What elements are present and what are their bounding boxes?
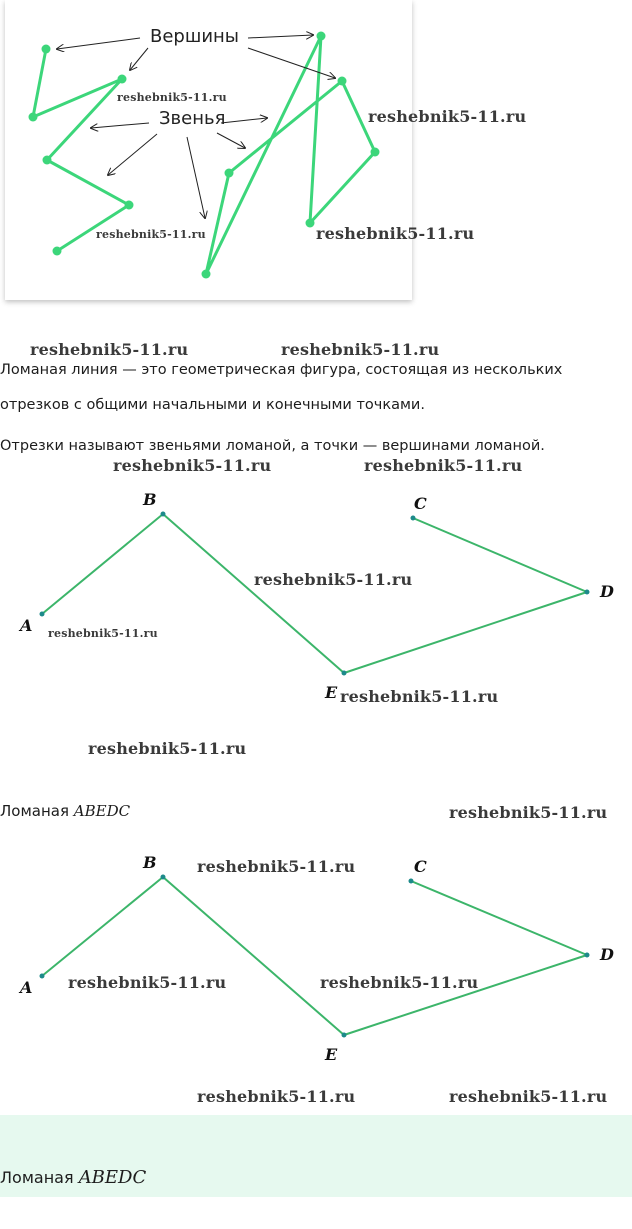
links-label: Звенья (159, 108, 226, 129)
watermark: reshebnik5-11.ru (281, 340, 440, 359)
watermark: reshebnik5-11.ru (88, 739, 247, 758)
polyline-abedc-2 (0, 845, 632, 1085)
point-a-label: A (20, 616, 33, 635)
watermark: reshebnik5-11.ru (320, 973, 479, 992)
definition-line-1: Ломаная линия — это геометрическая фигура, состоящая из нескольких (0, 362, 563, 378)
watermark: reshebnik5-11.ru (254, 570, 413, 589)
caption-1-name: ABEDC (73, 802, 131, 820)
watermark: reshebnik5-11.ru (197, 1087, 356, 1106)
point-e-label: E (325, 683, 338, 702)
watermark: reshebnik5-11.ru (96, 228, 206, 241)
point-c-label: C (414, 857, 427, 876)
point-c-label: C (414, 494, 427, 513)
polyline-abedc-diagram-2 (0, 845, 632, 1085)
caption-2-name: ABEDC (78, 1167, 147, 1188)
polyline-abedc-diagram-1 (0, 480, 632, 720)
watermark: reshebnik5-11.ru (368, 107, 527, 126)
watermark: reshebnik5-11.ru (30, 340, 189, 359)
point-d-label: D (600, 945, 614, 964)
watermark: reshebnik5-11.ru (117, 91, 227, 104)
watermark: reshebnik5-11.ru (113, 456, 272, 475)
point-b-label: B (143, 853, 157, 872)
point-b-label: B (143, 490, 157, 509)
point-d-label: D (600, 582, 614, 601)
watermark: reshebnik5-11.ru (340, 687, 499, 706)
caption-2 (0, 1167, 146, 1188)
definition-line-3: Отрезки называют звеньями ломаной, а точки — вершинами ломаной. (0, 438, 545, 454)
caption-1 (0, 802, 130, 820)
point-e-label: E (325, 1045, 338, 1064)
watermark: reshebnik5-11.ru (449, 803, 608, 822)
left-polyline (33, 49, 129, 251)
watermark: reshebnik5-11.ru (364, 456, 523, 475)
polyline-abedc-1 (0, 480, 632, 720)
watermark: reshebnik5-11.ru (197, 857, 356, 876)
watermark: reshebnik5-11.ru (48, 627, 158, 640)
caption-1-prefix: Ломаная (0, 802, 69, 820)
definition-line-2: отрезков с общими начальными и конечными точками. (0, 397, 425, 413)
vertices-label: Вершины (150, 26, 239, 47)
point-a-label: A (20, 978, 33, 997)
caption-2-prefix: Ломаная (0, 1168, 74, 1187)
polyline-illustration (5, 0, 527, 300)
watermark: reshebnik5-11.ru (316, 224, 475, 243)
watermark: reshebnik5-11.ru (449, 1087, 608, 1106)
watermark: reshebnik5-11.ru (68, 973, 227, 992)
